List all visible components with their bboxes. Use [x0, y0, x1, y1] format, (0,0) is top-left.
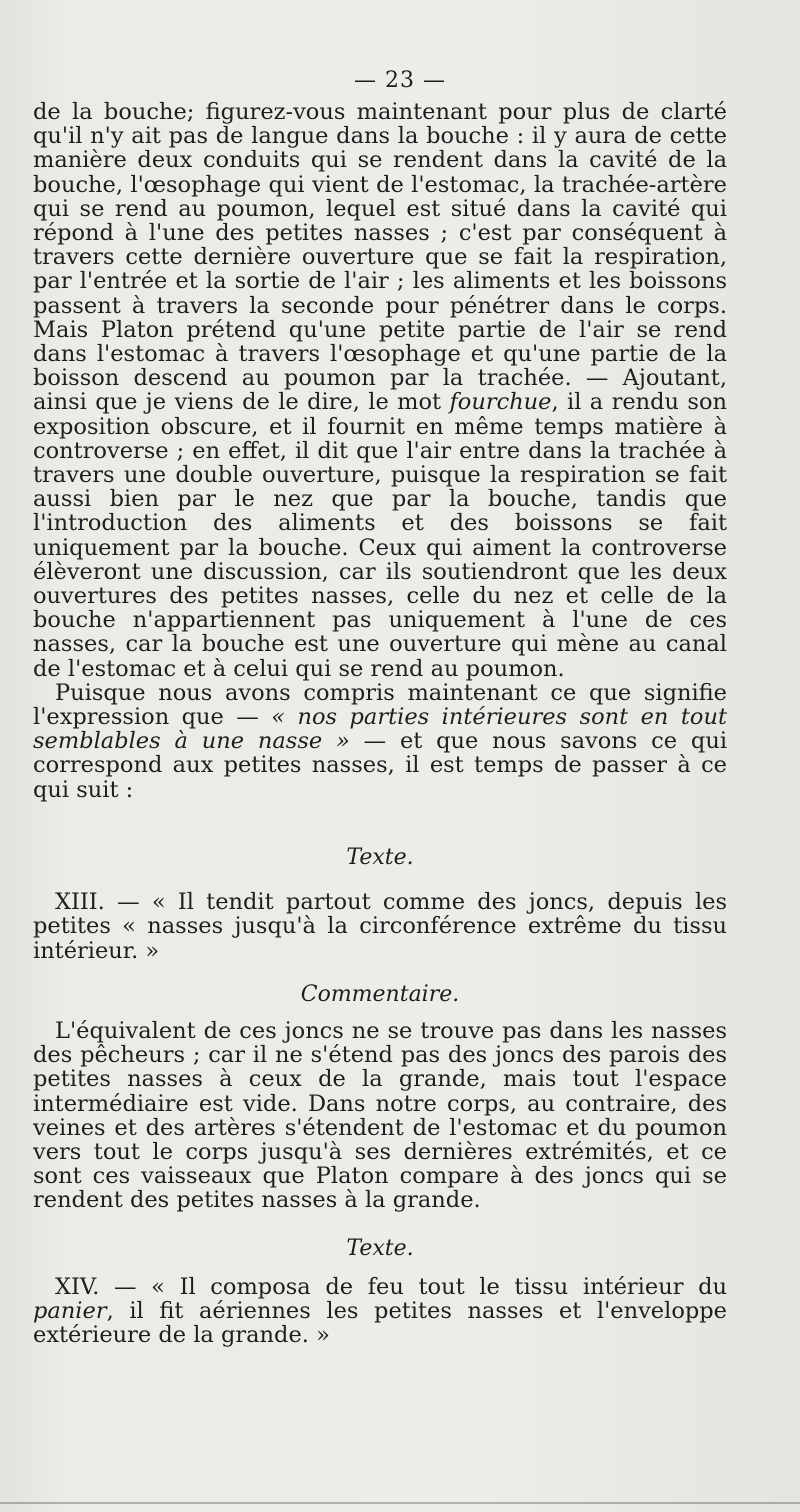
paragraph-2: [33, 681, 727, 802]
paragraph-1: [33, 100, 727, 681]
section-xiv: [33, 1275, 727, 1348]
page-body: [33, 100, 727, 1347]
section-xiv-part-a: XIV. — « Il composa de feu tout le tissu intérieur du: [55, 1273, 727, 1300]
heading-texte-1: Texte.: [346, 844, 414, 870]
paragraph-1-part-a: de la bouche; figurez-vous maintenant pour plus de clarté qu'il n'y ait pas de langue dans la bouche : il y aura de cette manière deux conduits qui se rendent dans la cavité de la bouche, l'œsophage qui vient de l'estomac, la trachée-artère qui se rend au poumon, lequel est situé dans la cavité qui répond à l'une des petites nasses ; c'est par conséquent à travers cette dernière ouverture que se fait la respiration, par l'entrée et la sortie de l'air ; les aliments et les boissons passent à travers la seconde pour pénétrer dans le corps. Mais Platon prétend qu'une petite partie de l'air se rend dans l'estomac à travers l'œsophage et qu'une partie de la boisson descend au poumon par la trachée. — Ajoutant, ainsi que je viens de le dire, le mot: [33, 99, 727, 416]
section-xiii: XIII. — « Il tendit partout comme des joncs, depuis les petites « nasses jusqu'à la circonférence extrême du tissu intérieur. »: [33, 889, 727, 964]
page-number: — 23 —: [354, 68, 446, 93]
paragraph-2-quote: « nos parties intérieures sont en tout semblables à une nasse »: [33, 704, 727, 755]
paragraph-1-emphasis: fourchue: [449, 389, 552, 416]
section-xiv-emphasis: panier: [33, 1297, 107, 1324]
page-bottom-edge: [0, 1502, 800, 1504]
commentary-paragraph: L'équivalent de ces joncs ne se trouve pas dans les nasses des pêcheurs ; car il ne s'étend pas des joncs des parois des petites nasses à ceux de la grande, mais tout l'espace intermédiaire est vide. Dans notre corps, au contraire, des veines et des artères s'étendent de l'estomac et du poumon vers tout le corps jusqu'à ses dernières extrémités, et ce sont ces vaisseaux que Platon compare à des joncs qui se rendent des petites nasses à la grande.: [33, 1017, 727, 1214]
paragraph-1-part-b: , il a rendu son exposition obscure, et il fournit en même temps matière à controverse ; en effet, il dit que l'air entre dans la trachée à travers une double ouverture, puisque la respiration se fait aussi bien par le nez que par la bouche, tandis que l'introduction des aliments et des boissons se fait uniquement par la bouche. Ceux qui aiment la controverse élèveront une discussion, car ils soutiendront que les deux ouvertures des petites nasses, celle du nez et celle de la bouche n'appartiennent pas uniquement à l'une de ces nasses, car la bouche est une ouverture qui mène au canal de l'estomac et à celui qui se rend au poumon.: [33, 389, 727, 682]
heading-commentaire: Commentaire.: [300, 981, 460, 1007]
section-xiv-part-b: , il fit aériennes les petites nasses et l'enveloppe extérieure de la grande. »: [33, 1297, 727, 1349]
paragraph-2-part-b: — et que nous savons ce qui correspond aux petites nasses, il est temps de passer à ce qui suit :: [33, 728, 728, 803]
paragraph-2-part-a: Puisque nous avons compris maintenant ce que signifie l'expression que —: [33, 679, 727, 731]
heading-texte-2: Texte.: [346, 1235, 414, 1261]
